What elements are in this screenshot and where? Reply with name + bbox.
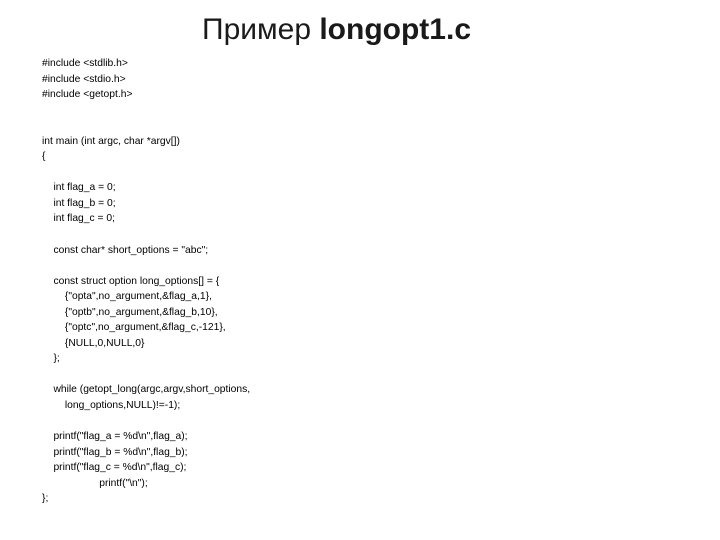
title-prefix: Пример: [202, 13, 320, 46]
code-line: };: [42, 493, 49, 505]
code-line: #include <stdlib.h>: [42, 58, 128, 69]
code-line: #include <getopt.h>: [42, 89, 133, 101]
code-line: int main (int argc, char *argv[]): [42, 135, 180, 147]
code-line: [42, 258, 250, 274]
code-line: [42, 165, 250, 181]
code-line: [42, 118, 250, 134]
code-line: [42, 103, 250, 119]
code-line: int flag_c = 0;: [42, 213, 115, 225]
code-listing: [42, 56, 250, 507]
code-line: #include <stdio.h>: [42, 73, 126, 85]
code-line: printf("flag_c = %d\n",flag_c);: [42, 462, 187, 474]
code-line: int flag_a = 0;: [42, 182, 116, 194]
code-line: [42, 414, 250, 430]
code-line: {"optc",no_argument,&flag_c,-121},: [42, 322, 226, 334]
code-line: {NULL,0,NULL,0}: [42, 337, 145, 349]
code-line: };: [42, 353, 60, 365]
code-line: [42, 227, 250, 243]
code-line: [42, 367, 250, 383]
code-line: int flag_b = 0;: [42, 197, 116, 209]
code-line: long_options,NULL)!=-1);: [42, 400, 181, 412]
code-line: printf("\n");: [42, 477, 148, 489]
code-line: printf("flag_b = %d\n",flag_b);: [42, 446, 188, 458]
title-filename: longopt1.c: [319, 13, 471, 46]
code-line: const struct option long_options[] = {: [42, 275, 220, 287]
code-line: const char* short_options = "abc";: [42, 244, 209, 256]
code-line: {: [42, 151, 46, 163]
code-line: printf("flag_a = %d\n",flag_a);: [42, 431, 188, 443]
code-line: while (getopt_long(argc,argv,short_options,: [42, 384, 251, 396]
code-line: {"optb",no_argument,&flag_b,10},: [42, 306, 218, 318]
code-line: {"opta",no_argument,&flag_a,1},: [42, 291, 212, 303]
slide-title: [202, 8, 471, 52]
